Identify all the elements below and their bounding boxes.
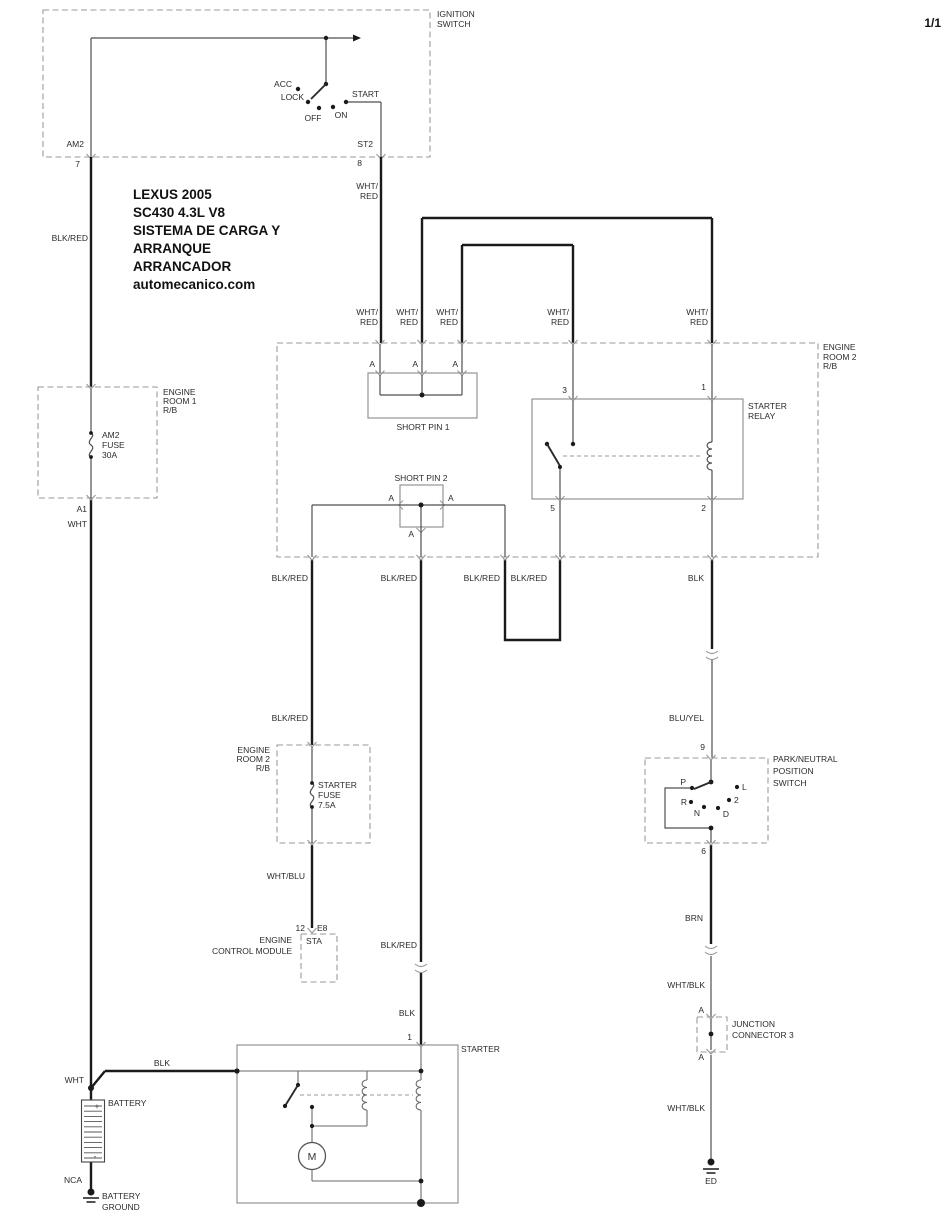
- relay-coil-icon: [707, 442, 712, 470]
- engine-room1-label: ROOM 1: [163, 396, 197, 406]
- starter-relay-label: STARTER: [748, 401, 787, 411]
- title-line: ARRANQUE: [133, 241, 212, 256]
- wire-label-blk-red: BLK/RED: [510, 573, 547, 583]
- pnp-switch-label: SWITCH: [773, 778, 807, 788]
- wire-label-wht-blk: WHT/BLK: [667, 1103, 705, 1113]
- engine-control-module: [212, 923, 337, 982]
- wire-label-wht-blu: WHT/BLU: [266, 871, 305, 881]
- starter-coil-icon: [416, 1080, 421, 1110]
- starter-fuse-label: 7.5A: [318, 800, 336, 810]
- pnp-pos-p: P: [680, 777, 686, 787]
- junction-connector-label: CONNECTOR 3: [732, 1030, 794, 1040]
- pnp-pos-l: L: [742, 782, 747, 792]
- pnp-pin-6: 6: [701, 846, 706, 856]
- am2-fuse-label: 30A: [102, 450, 118, 460]
- am2-fuse-label: FUSE: [102, 440, 125, 450]
- short-pin-1-label: SHORT PIN 1: [396, 422, 450, 432]
- starter-pin-1: 1: [407, 1032, 412, 1042]
- pnp-pin-9: 9: [700, 742, 705, 752]
- ignition-switch-box: [43, 9, 475, 169]
- engine-room2-rb-label: ROOM 2: [236, 754, 270, 764]
- title-line: SC430 4.3L V8: [133, 205, 226, 220]
- ecm-terminal-sta: STA: [306, 936, 322, 946]
- battery-cells: [84, 1106, 102, 1158]
- short-pin-2-label: SHORT PIN 2: [394, 473, 448, 483]
- ignition-switch-label: IGNITION: [437, 9, 475, 19]
- wire-label-brn: BRN: [685, 913, 703, 923]
- ignition-pos-on: ON: [334, 110, 348, 120]
- ground-ed-icon: [703, 1159, 719, 1174]
- engine-room2-label: ENGINE: [823, 342, 856, 352]
- pnp-pos-n: N: [693, 808, 701, 818]
- relay-pin-1: 1: [701, 382, 706, 392]
- am2-fuse-icon: [89, 433, 92, 457]
- am2-fuse-label: AM2: [102, 430, 120, 440]
- inline-connector-icon: [705, 649, 718, 660]
- terminal-am2: AM2: [66, 139, 84, 149]
- ecm-label: ENGINE: [259, 935, 292, 945]
- wire-label-wht-red: WHT/: [356, 307, 378, 317]
- wire-label-wht-red: WHT/: [547, 307, 569, 317]
- starter-fuse-label: STARTER: [318, 780, 357, 790]
- pnp-switch-label: POSITION: [773, 766, 814, 776]
- wire-label-blk-red: BLK/RED: [463, 573, 500, 583]
- engine-room2-rb-label: ENGINE: [237, 745, 270, 755]
- wire-label-wht-red: RED: [360, 317, 378, 327]
- pin-a: A: [412, 359, 418, 369]
- pnp-pos-2: 2: [734, 795, 739, 805]
- wire-label-blk-red: BLK/RED: [380, 573, 417, 583]
- wire-label-nca: NCA: [64, 1175, 82, 1185]
- inline-connector-icon: [704, 944, 717, 955]
- wire-label-blk-red: BLK/RED: [380, 940, 417, 950]
- title-block: [133, 187, 280, 292]
- wire-label-wht: WHT: [64, 1075, 84, 1085]
- wire-label-blk-red: BLK/RED: [51, 233, 88, 243]
- page-number: 1/1: [924, 16, 941, 30]
- relay-contact-arm: [547, 444, 560, 466]
- battery-ground-icon: [83, 1189, 99, 1203]
- engine-room2-rb-label: R/B: [255, 763, 270, 773]
- engine-room2-label: R/B: [823, 361, 838, 371]
- pnp-pos-d: D: [722, 809, 730, 819]
- wire-label-blk: BLK: [398, 1008, 415, 1018]
- terminal-icon: [308, 928, 317, 933]
- starter-label: STARTER: [461, 1044, 500, 1054]
- wire-label-blk-red: BLK/RED: [271, 713, 308, 723]
- wire-label-blk: BLK: [153, 1058, 170, 1068]
- ignition-pos-start: START: [352, 89, 380, 99]
- wire-label-wht-red: WHT/: [396, 307, 418, 317]
- pin-a: A: [698, 1005, 704, 1015]
- battery-plus: +: [94, 1102, 100, 1111]
- terminal-st2: ST2: [357, 139, 373, 149]
- starter-relay-label: RELAY: [748, 411, 776, 421]
- title-line: SISTEMA DE CARGA Y: [133, 223, 281, 238]
- short-pin-2: [312, 473, 505, 557]
- wire-label-wht-red: RED: [360, 191, 378, 201]
- wire-label-wht-red: WHT/: [686, 307, 708, 317]
- wire-label-blu-yel: BLU/YEL: [669, 713, 704, 723]
- ignition-switch-arm: [311, 84, 326, 99]
- pnp-switch-label: PARK/NEUTRAL: [773, 754, 838, 764]
- pnp-pos-r: R: [680, 797, 687, 807]
- wht-red-labels: [356, 307, 708, 327]
- motor-label: M: [307, 1151, 317, 1163]
- ecm-connector-e8: E8: [317, 923, 328, 933]
- starter-fuse-label: FUSE: [318, 790, 341, 800]
- ignition-switch-label: SWITCH: [437, 19, 471, 29]
- junction-connector-label: JUNCTION: [732, 1019, 775, 1029]
- starter-relay: [532, 382, 787, 557]
- pin-a: A: [408, 529, 414, 539]
- pnp-switch-arm: [694, 782, 711, 789]
- starter-fuse-box: [236, 742, 370, 845]
- wire-label-wht-red: RED: [440, 317, 458, 327]
- wire-label-wht-red: WHT/: [356, 181, 378, 191]
- relay-pin-2: 2: [701, 503, 706, 513]
- wire-label-wht-red: RED: [551, 317, 569, 327]
- wire-label-blk: BLK: [687, 573, 704, 583]
- pin-a: A: [452, 359, 458, 369]
- battery-minus: -: [93, 1152, 97, 1161]
- engine-room2-label: ROOM 2: [823, 352, 857, 362]
- pin-a: A: [448, 493, 454, 503]
- battery-ground-label: BATTERY: [102, 1191, 141, 1201]
- engine-room1-label: R/B: [163, 405, 178, 415]
- pin-a: A: [698, 1052, 704, 1062]
- engine-room1-label: ENGINE: [163, 387, 196, 397]
- engine-room-1-rb: [38, 384, 197, 529]
- pin-a: A: [388, 493, 394, 503]
- pin-a1: A1: [76, 504, 87, 514]
- wire-label-wht-blk: WHT/BLK: [667, 980, 705, 990]
- park-neutral-position-switch: [645, 742, 838, 856]
- ecm-pin-12: 12: [295, 923, 305, 933]
- pin-7: 7: [75, 159, 80, 169]
- wire-label-blk-red: BLK/RED: [271, 573, 308, 583]
- pin-a: A: [369, 359, 375, 369]
- relay-pin-5: 5: [550, 503, 555, 513]
- battery-label: BATTERY: [108, 1098, 147, 1108]
- pin-8: 8: [357, 158, 362, 168]
- battery: [64, 1058, 170, 1212]
- ignition-pos-acc: ACC: [274, 79, 292, 89]
- ground-ed-label: ED: [705, 1176, 717, 1186]
- engine-room-2-rb: [277, 340, 857, 560]
- ignition-pos-lock: LOCK: [280, 92, 304, 102]
- wire-label-wht-red: RED: [400, 317, 418, 327]
- title-website: automecanico.com: [133, 277, 256, 292]
- wire-label-wht-red: RED: [690, 317, 708, 327]
- relay-pin-3: 3: [562, 385, 567, 395]
- wire-label-wht-red: WHT/: [436, 307, 458, 317]
- inline-connector-icon: [414, 962, 427, 973]
- starter-contact-arm: [285, 1085, 298, 1106]
- wire-label-wht: WHT: [67, 519, 87, 529]
- short-pin-1: [368, 371, 477, 433]
- starter: [234, 1032, 499, 1207]
- battery-ground-label: GROUND: [102, 1202, 140, 1212]
- ecm-label: CONTROL MODULE: [212, 946, 292, 956]
- starter-coil-icon: [362, 1080, 367, 1110]
- ignition-pos-off: OFF: [304, 113, 322, 123]
- starter-fuse-icon: [310, 783, 313, 807]
- title-line: LEXUS 2005: [133, 187, 212, 202]
- title-line: ARRANCADOR: [133, 259, 232, 274]
- arrow-icon: [353, 35, 361, 42]
